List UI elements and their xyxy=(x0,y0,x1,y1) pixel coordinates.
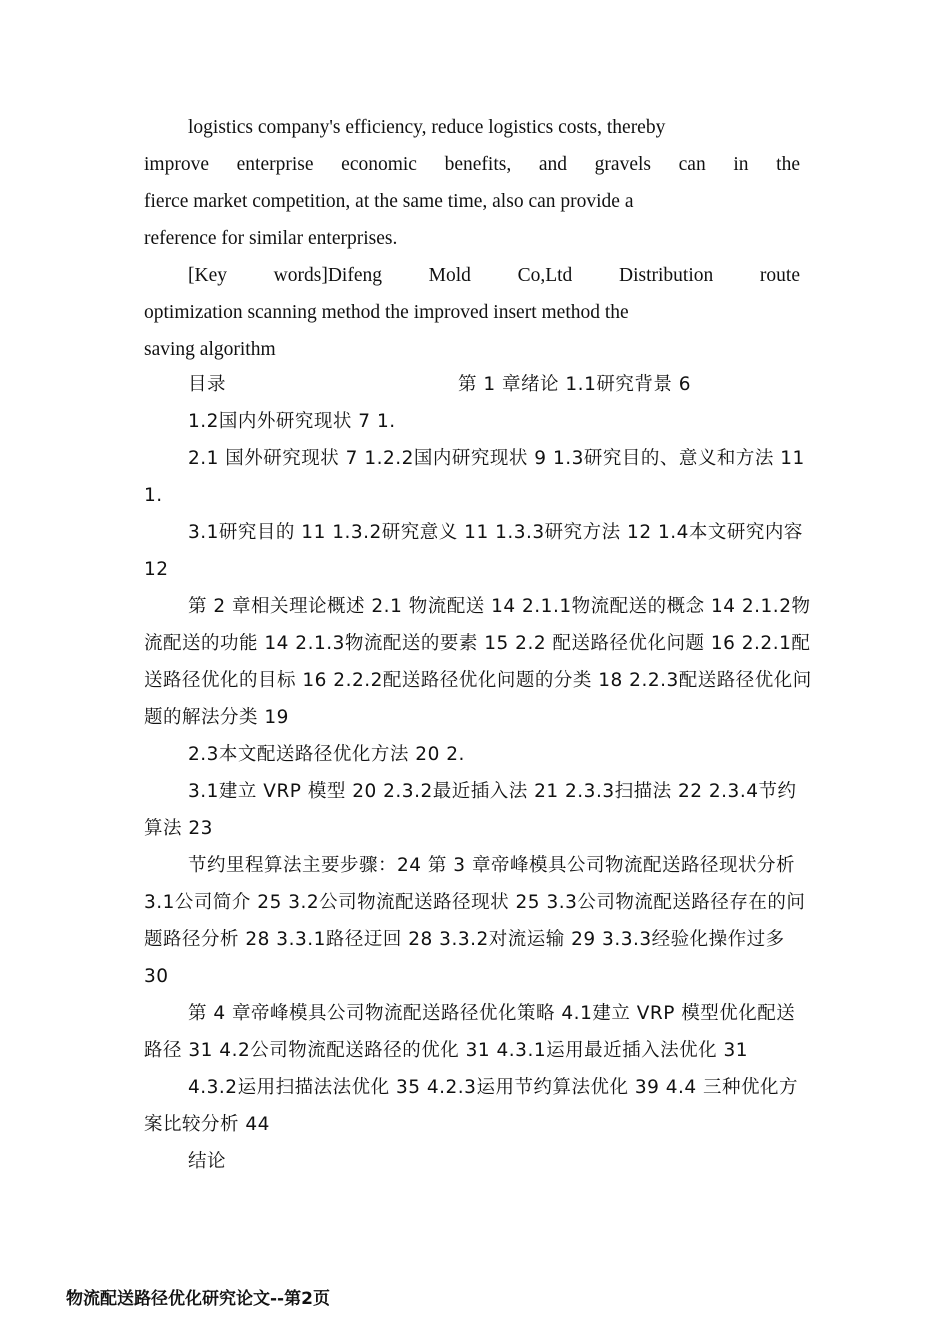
toc-title: 目录 xyxy=(188,374,227,395)
toc-entry: 第 1 章绪论 1.1研究背景 6 xyxy=(458,374,691,395)
toc-paragraph: 结论 xyxy=(188,1151,227,1172)
toc-paragraph: 3.1研究目的 11 1.3.2研究意义 11 1.3.3研究方法 12 1.4本文研究内容 12 xyxy=(144,522,803,580)
abstract-line: reference for similar enterprises. xyxy=(144,228,398,249)
toc-paragraph: 第 4 章帝峰模具公司物流配送路径优化策略 4.1建立 VRP 模型优化配送路径 31 4.2公司物流配送路径的优化 31 4.3.1运用最近插入法优化 31 xyxy=(144,1003,796,1061)
keywords-line: saving algorithm xyxy=(144,339,276,360)
toc-header xyxy=(144,366,812,403)
toc-paragraph: 2.1 国外研究现状 7 1.2.2国内研究现状 9 1.3研究目的、意义和方法 11 1. xyxy=(144,448,805,506)
table-of-contents xyxy=(144,366,812,1180)
toc-paragraph: 2.3本文配送路径优化方法 20 2. xyxy=(188,744,465,765)
toc-paragraph: 3.1建立 VRP 模型 20 2.3.2最近插入法 21 2.3.3扫描法 22 2.3.4节约算法 23 xyxy=(144,781,797,839)
keywords-line: optimization scanning method the improved insert method the xyxy=(144,302,629,323)
toc-paragraph: 4.3.2运用扫描法法优化 35 4.2.3运用节约算法优化 39 4.4 三种优化方案比较分析 44 xyxy=(144,1077,799,1135)
keywords-line: [Key words]Difeng Mold Co,Ltd Distribution route xyxy=(188,265,800,286)
toc-paragraph: 1.2国内外研究现状 7 1. xyxy=(188,411,396,432)
toc-paragraph: 第 2 章相关理论概述 2.1 物流配送 14 2.1.1物流配送的概念 14 2.1.2物流配送的功能 14 2.1.3物流配送的要素 15 2.2 配送路径优化问题 16 2.2.1配送路径优化的目标 16 2.2.2配送路径优化问题的分类 18 2.2.3配送路径优化问题的解法分类 19 xyxy=(144,596,812,728)
abstract-block xyxy=(144,109,800,368)
abstract-line: fierce market competition, at the same time, also can provide a xyxy=(144,191,634,212)
toc-paragraph: 节约里程算法主要步骤：24 第 3 章帝峰模具公司物流配送路径现状分析 3.1公司简介 25 3.2公司物流配送路径现状 25 3.3公司物流配送路径存在的问题路径分析 28 3.3.1路径迂回 28 3.3.2对流运输 29 3.3.3经验化操作过多 30 xyxy=(144,855,806,987)
abstract-line: logistics company's efficiency, reduce logistics costs, thereby xyxy=(188,117,666,138)
page-footer: 物流配送路径优化研究论文--第2页 xyxy=(66,1289,330,1309)
abstract-line: improve enterprise economic benefits, and gravels can in the xyxy=(144,154,800,175)
